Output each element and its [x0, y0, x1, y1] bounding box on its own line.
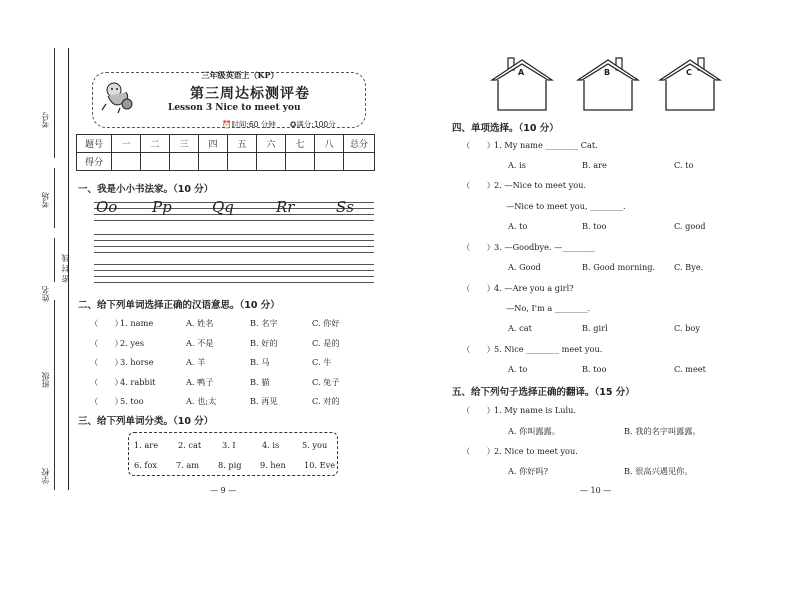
score-cell[interactable] — [315, 153, 344, 171]
house-a-icon[interactable] — [490, 56, 554, 112]
score-table — [76, 134, 375, 171]
house-label: A — [518, 68, 525, 77]
word-item: 2. cat — [178, 440, 202, 450]
writing-line[interactable] — [94, 270, 374, 271]
grade-subtitle: 三年级英语上（KP） — [201, 70, 279, 80]
time-limit: ⏰时间:60 分钟 — [222, 120, 276, 129]
score-cell[interactable] — [257, 153, 286, 171]
score-cell[interactable] — [112, 153, 141, 171]
writing-line[interactable] — [94, 234, 374, 235]
page-number: — 10 — — [580, 486, 612, 495]
label-school: 学校 — [41, 468, 50, 484]
answer-bracket[interactable]: （ ） — [90, 357, 123, 367]
answer-bracket[interactable]: （ ） — [462, 283, 495, 293]
answer-bracket[interactable]: （ ） — [462, 405, 495, 415]
writing-line[interactable] — [94, 252, 374, 253]
clock-icon: ⏰ — [222, 120, 232, 129]
score-cell[interactable] — [141, 153, 170, 171]
answer-bracket[interactable]: （ ） — [90, 338, 123, 348]
word-item: 4. is — [262, 440, 280, 450]
word-item: 6. fox — [134, 460, 157, 470]
section-3-heading: 三、给下列单词分类。（10 分） — [78, 416, 214, 427]
handwriting-sample: Qq — [212, 198, 234, 216]
mascot-illustration — [100, 80, 136, 114]
house-c-icon[interactable] — [658, 56, 722, 112]
score-cell[interactable] — [170, 153, 199, 171]
label-class: 班级 — [41, 372, 50, 388]
house-label: C — [686, 68, 692, 77]
binding-segment — [54, 168, 55, 228]
score-cell[interactable] — [344, 153, 375, 171]
lesson-title: Lesson 3 Nice to meet you — [168, 103, 301, 113]
writing-line[interactable] — [94, 282, 374, 283]
section-5-heading: 五、给下列句子选择正确的翻译。（15 分） — [452, 387, 635, 398]
answer-bracket[interactable]: （ ） — [90, 396, 123, 406]
writing-line — [94, 208, 374, 209]
word-item: 10. Eve — [304, 460, 336, 470]
star-icon: ✪ — [290, 120, 297, 129]
word-item: 9. hen — [260, 460, 286, 470]
house-b-icon[interactable] — [576, 56, 640, 112]
label-seal-line: 密 封 线 — [61, 254, 70, 284]
section-2-heading: 二、给下列单词选择正确的汉语意思。（10 分） — [78, 300, 280, 311]
writing-line[interactable] — [94, 276, 374, 277]
answer-bracket[interactable]: （ ） — [462, 180, 495, 190]
handwriting-sample: Oo — [96, 198, 118, 216]
section-1-heading: 一、我是小小书法家。（10 分） — [78, 184, 214, 195]
binding-segment — [54, 238, 55, 282]
score-cell[interactable] — [286, 153, 315, 171]
writing-line — [94, 202, 374, 203]
writing-line — [94, 214, 374, 215]
word-item: 5. you — [302, 440, 328, 450]
word-item: 1. are — [134, 440, 159, 450]
score-cell[interactable] — [228, 153, 257, 171]
house-label: B — [604, 68, 611, 77]
section-4-heading: 四、单项选择。（10 分） — [452, 123, 559, 134]
label-exam-room: 考场 — [41, 192, 50, 208]
full-score: ✪满分:100分 — [290, 120, 336, 129]
score-table-score-row: 得分 — [77, 153, 375, 171]
answer-bracket[interactable]: （ ） — [462, 446, 495, 456]
score-cell[interactable] — [199, 153, 228, 171]
writing-line[interactable] — [94, 264, 374, 265]
word-item: 8. pig — [218, 460, 242, 470]
handwriting-sample: Pp — [152, 198, 172, 216]
word-item: 7. am — [176, 460, 200, 470]
handwriting-sample: Rr — [276, 198, 295, 216]
score-table-header-row: 题号 一 二 三 四 五 六 七 八 总分 — [77, 135, 375, 153]
page-title: 第三周达标测评卷 — [190, 86, 310, 102]
label-exam-number: 考号 — [41, 112, 50, 128]
handwriting-sample: Ss — [336, 198, 354, 216]
binding-segment — [54, 300, 55, 490]
answer-bracket[interactable]: （ ） — [90, 318, 123, 328]
word-item: 3. I — [222, 440, 236, 450]
writing-line — [94, 220, 374, 221]
answer-bracket[interactable]: （ ） — [462, 242, 495, 252]
answer-bracket[interactable]: （ ） — [90, 377, 123, 387]
answer-bracket[interactable]: （ ） — [462, 140, 495, 150]
binding-segment — [54, 48, 55, 158]
answer-bracket[interactable]: （ ） — [462, 344, 495, 354]
writing-line[interactable] — [94, 246, 374, 247]
writing-line[interactable] — [94, 240, 374, 241]
label-name: 姓名 — [41, 286, 50, 302]
page-number: — 9 — — [210, 486, 237, 495]
